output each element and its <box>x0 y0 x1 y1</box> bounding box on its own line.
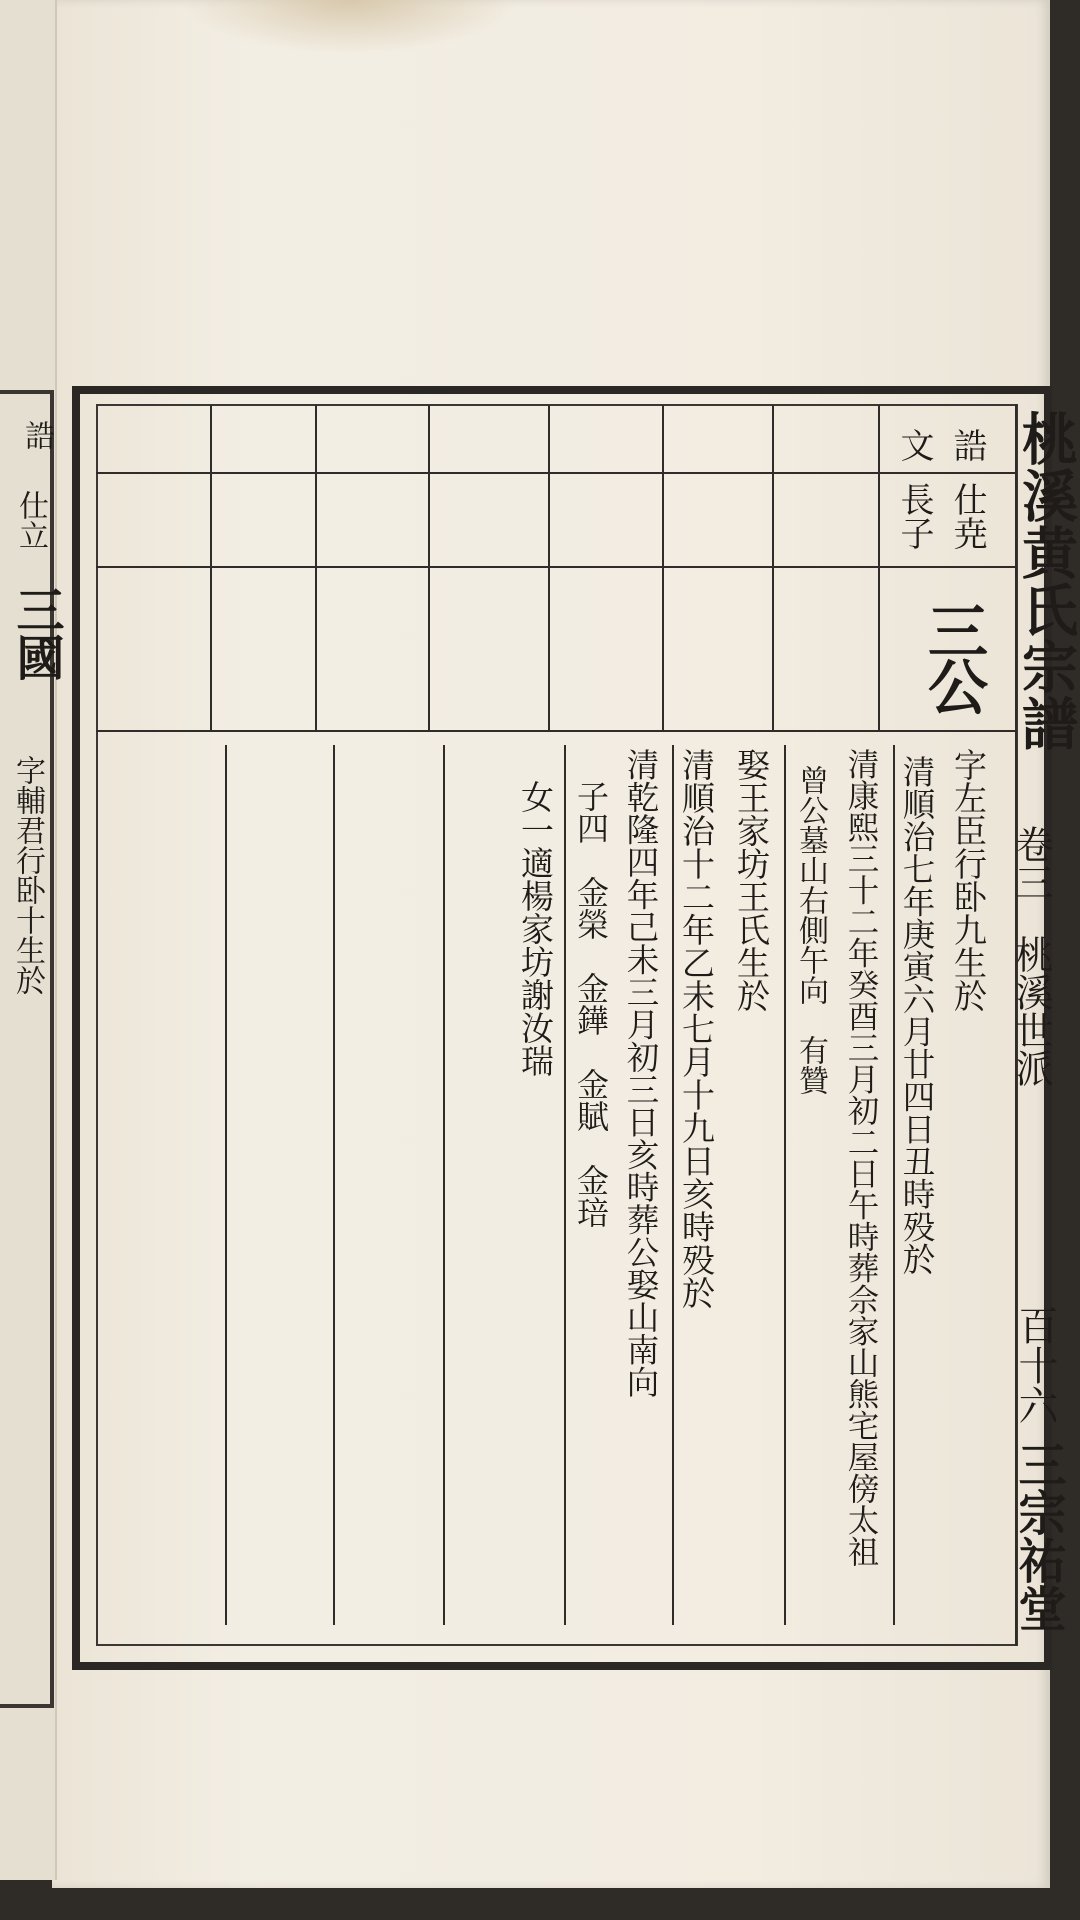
column-rule-5 <box>662 405 664 730</box>
person-name: 三公 <box>918 600 988 712</box>
column-rule-6 <box>772 405 774 730</box>
column-rule-2 <box>315 405 317 730</box>
left-generation-label: 三國 <box>8 585 64 681</box>
body-rule-2 <box>333 745 335 1625</box>
left-label-honor: 誥 <box>19 420 54 450</box>
bio-line-1: 字左臣行卧九生於 <box>949 748 988 1012</box>
bio-line-6: 清順治十二年乙未七月十九日亥時殁於 <box>677 748 716 1309</box>
spine-book-title: 桃溪黄氏宗譜 <box>1013 410 1079 752</box>
honor-label: 誥 <box>947 428 987 462</box>
left-entry-name: 仕立 <box>13 490 48 550</box>
body-rule-4 <box>564 745 566 1625</box>
son-relation: 長子 <box>894 482 934 550</box>
column-rule-7 <box>878 405 880 730</box>
bio-line-7: 清乾隆四年己未三月初三日亥時葬公娶山南向 <box>622 748 660 1398</box>
body-rule-1 <box>225 745 227 1625</box>
spine-hall-name: 三宗祐堂 <box>1010 1440 1066 1632</box>
bio-line-9: 女一適楊家坊謝汝瑞 <box>516 780 555 1077</box>
son-name: 仕尭 <box>947 482 987 550</box>
body-rule-6 <box>784 745 786 1625</box>
bio-line-5: 娶王家坊王氏生於 <box>732 748 771 1012</box>
bio-line-8: 子四 金榮 金鏵 金賦 金琣 <box>572 780 610 1228</box>
column-rule-1 <box>210 405 212 730</box>
bio-line-3: 清康熙三十二年癸酉三月初二日午時葬佘家山熊宅屋傍太祖 <box>843 748 879 1567</box>
header-rule-3 <box>96 730 1016 732</box>
bio-line-2: 清順治七年庚寅六月廿四日丑時殁於 <box>898 755 936 1275</box>
column-rule-3 <box>428 405 430 730</box>
spine-volume: 卷三 <box>1009 825 1053 901</box>
paper-stain <box>180 0 520 55</box>
bio-line-4: 曾公墓山右側午向 有贊 <box>793 765 828 1095</box>
left-entry-text: 字輔君行卧十生於 <box>10 755 45 995</box>
official-title: 文 <box>894 428 934 462</box>
body-rule-3 <box>443 745 445 1625</box>
spine-section: 桃溪世派 <box>1009 935 1053 1087</box>
spine-page-number: 百十六 <box>1012 1305 1058 1425</box>
column-rule-4 <box>548 405 550 730</box>
